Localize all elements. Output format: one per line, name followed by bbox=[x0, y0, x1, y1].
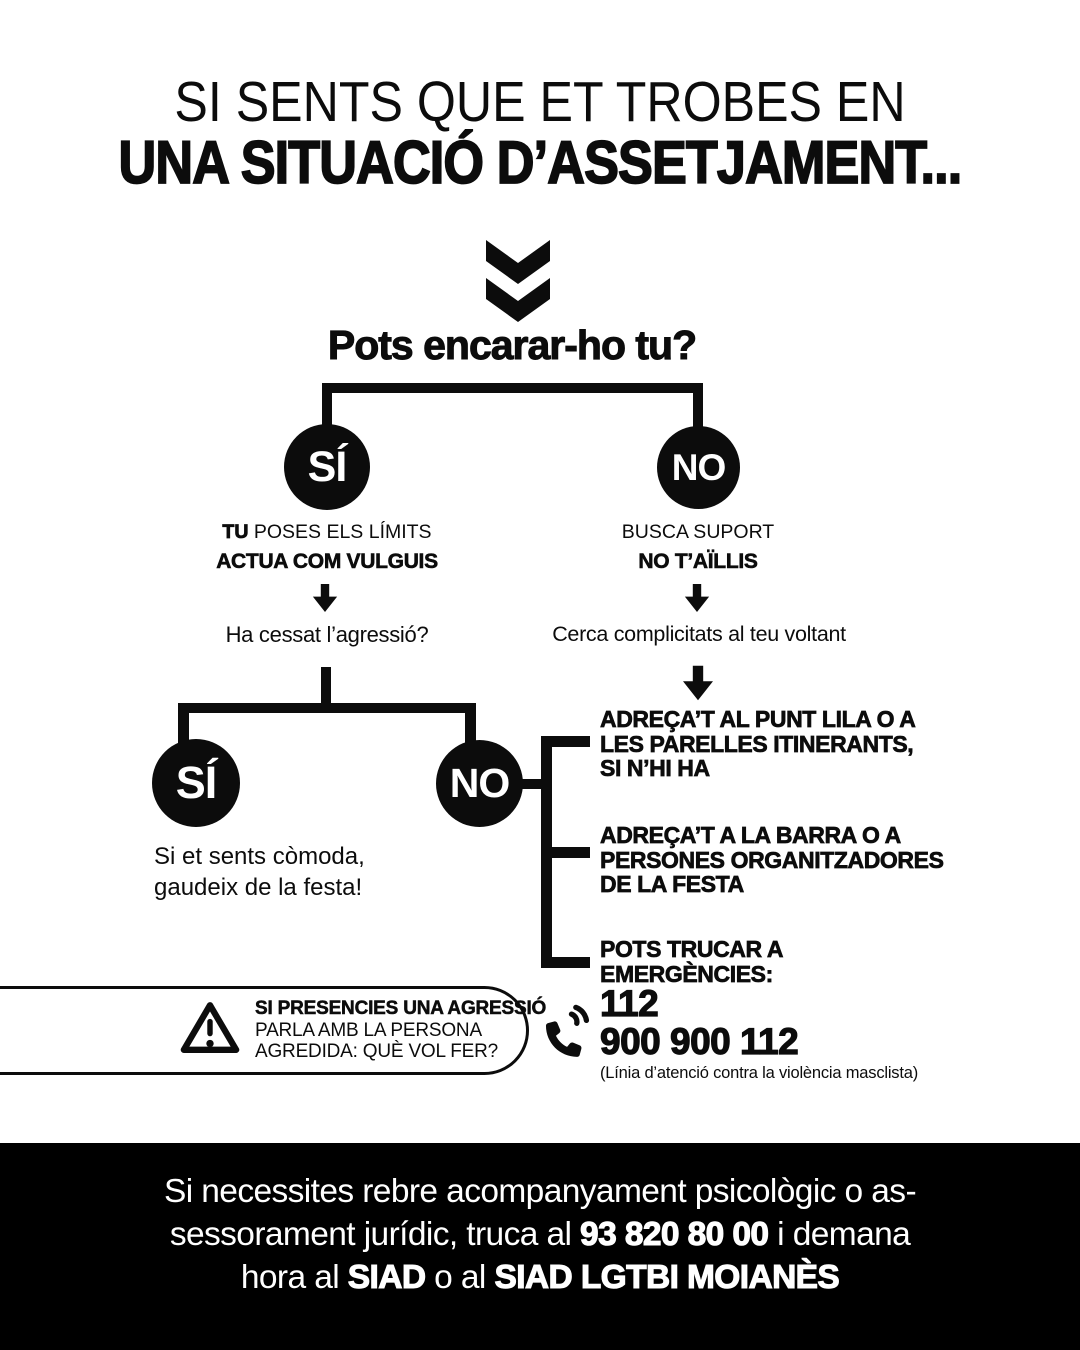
yes-outcome-text: Si et sents còmoda, gaudeix de la festa! bbox=[154, 843, 365, 901]
support-option-barra-organitzadores: ADREÇA’T A LA BARRA O A PERSONES ORGANITZADORES DE LA FESTA bbox=[600, 822, 944, 897]
connector-line bbox=[693, 383, 703, 429]
footer-line-3: hora al SIAD o al SIAD LGTBI MOIANÈS bbox=[240, 1259, 840, 1296]
yes-branch-line1: TU POSES ELS LÍMITS bbox=[222, 521, 432, 543]
warning-triangle-icon bbox=[179, 1000, 241, 1057]
no-branch-line1: BUSCA SUPORT bbox=[621, 521, 775, 543]
question-can-you-face-it: Pots encarar-ho tu? bbox=[327, 322, 697, 368]
footer-siad: SIAD bbox=[347, 1259, 426, 1296]
title-line-2: UNA SITUACIÓ D’ASSETJAMENT... bbox=[118, 129, 962, 196]
bystander-warning-text: SI PRESENCIES UNA AGRESSIÓ PARLA AMB LA PERSONA AGREDIDA: QUÈ VOL FER? bbox=[255, 998, 547, 1062]
poster-title bbox=[0, 72, 1080, 194]
question-has-aggression-stopped: Ha cessat l’agressió? bbox=[225, 622, 429, 647]
no-branch-line2: NO T’AÏLLIS bbox=[638, 550, 758, 573]
connector-line bbox=[321, 667, 331, 708]
yes-branch-label bbox=[216, 518, 438, 576]
connector-line bbox=[322, 383, 332, 429]
connector-line bbox=[521, 779, 543, 789]
footer-help-band bbox=[0, 1143, 1080, 1350]
no-branch-label bbox=[622, 518, 774, 576]
title-line-1: SI SENTS QUE ET TROBES EN bbox=[174, 70, 906, 134]
emergency-number-900900112: 900 900 112 bbox=[600, 1021, 799, 1062]
support-option-punt-lila: ADREÇA’T AL PUNT LILA O A LES PARELLES ITINERANTS, SI N’HI HA bbox=[600, 706, 916, 781]
bracket-tick bbox=[551, 847, 590, 858]
footer-siad-lgtbi: SIAD LGTBI MOIANÈS bbox=[494, 1259, 840, 1296]
support-option-emergencies: POTS TRUCAR A EMERGÈNCIES: bbox=[600, 936, 784, 987]
connector-line bbox=[322, 383, 703, 393]
prompt-seek-allies: Cerca complicitats al teu voltant bbox=[552, 622, 846, 646]
emergency-number-note: (Línia d’atenció contra la violència masclista) bbox=[600, 1064, 919, 1082]
bracket-tick bbox=[551, 957, 590, 968]
phone-icon bbox=[545, 1004, 597, 1058]
arrow-down-icon bbox=[684, 584, 710, 612]
arrow-down-icon bbox=[312, 584, 338, 612]
arrow-down-icon bbox=[683, 665, 713, 701]
footer-line-1: Si necessites rebre acompanyament psicològic o as- bbox=[163, 1173, 917, 1210]
connector-line bbox=[178, 703, 476, 713]
emergency-number-112: 112 bbox=[600, 983, 659, 1024]
no-circle-level2: NO bbox=[436, 740, 523, 827]
yes-branch-line2: ACTUA COM VULGUIS bbox=[216, 550, 438, 573]
yes-circle-level2: SÍ bbox=[152, 739, 240, 827]
no-circle-level1: NO bbox=[657, 426, 740, 509]
footer-line-2: sessorament jurídic, truca al 93 820 80 00 i demana bbox=[169, 1216, 911, 1253]
yes-circle-level1: SÍ bbox=[284, 424, 370, 510]
bracket-tick bbox=[551, 736, 590, 747]
double-chevron-down-icon bbox=[486, 240, 550, 322]
footer-phone-number: 93 820 80 00 bbox=[580, 1216, 769, 1253]
